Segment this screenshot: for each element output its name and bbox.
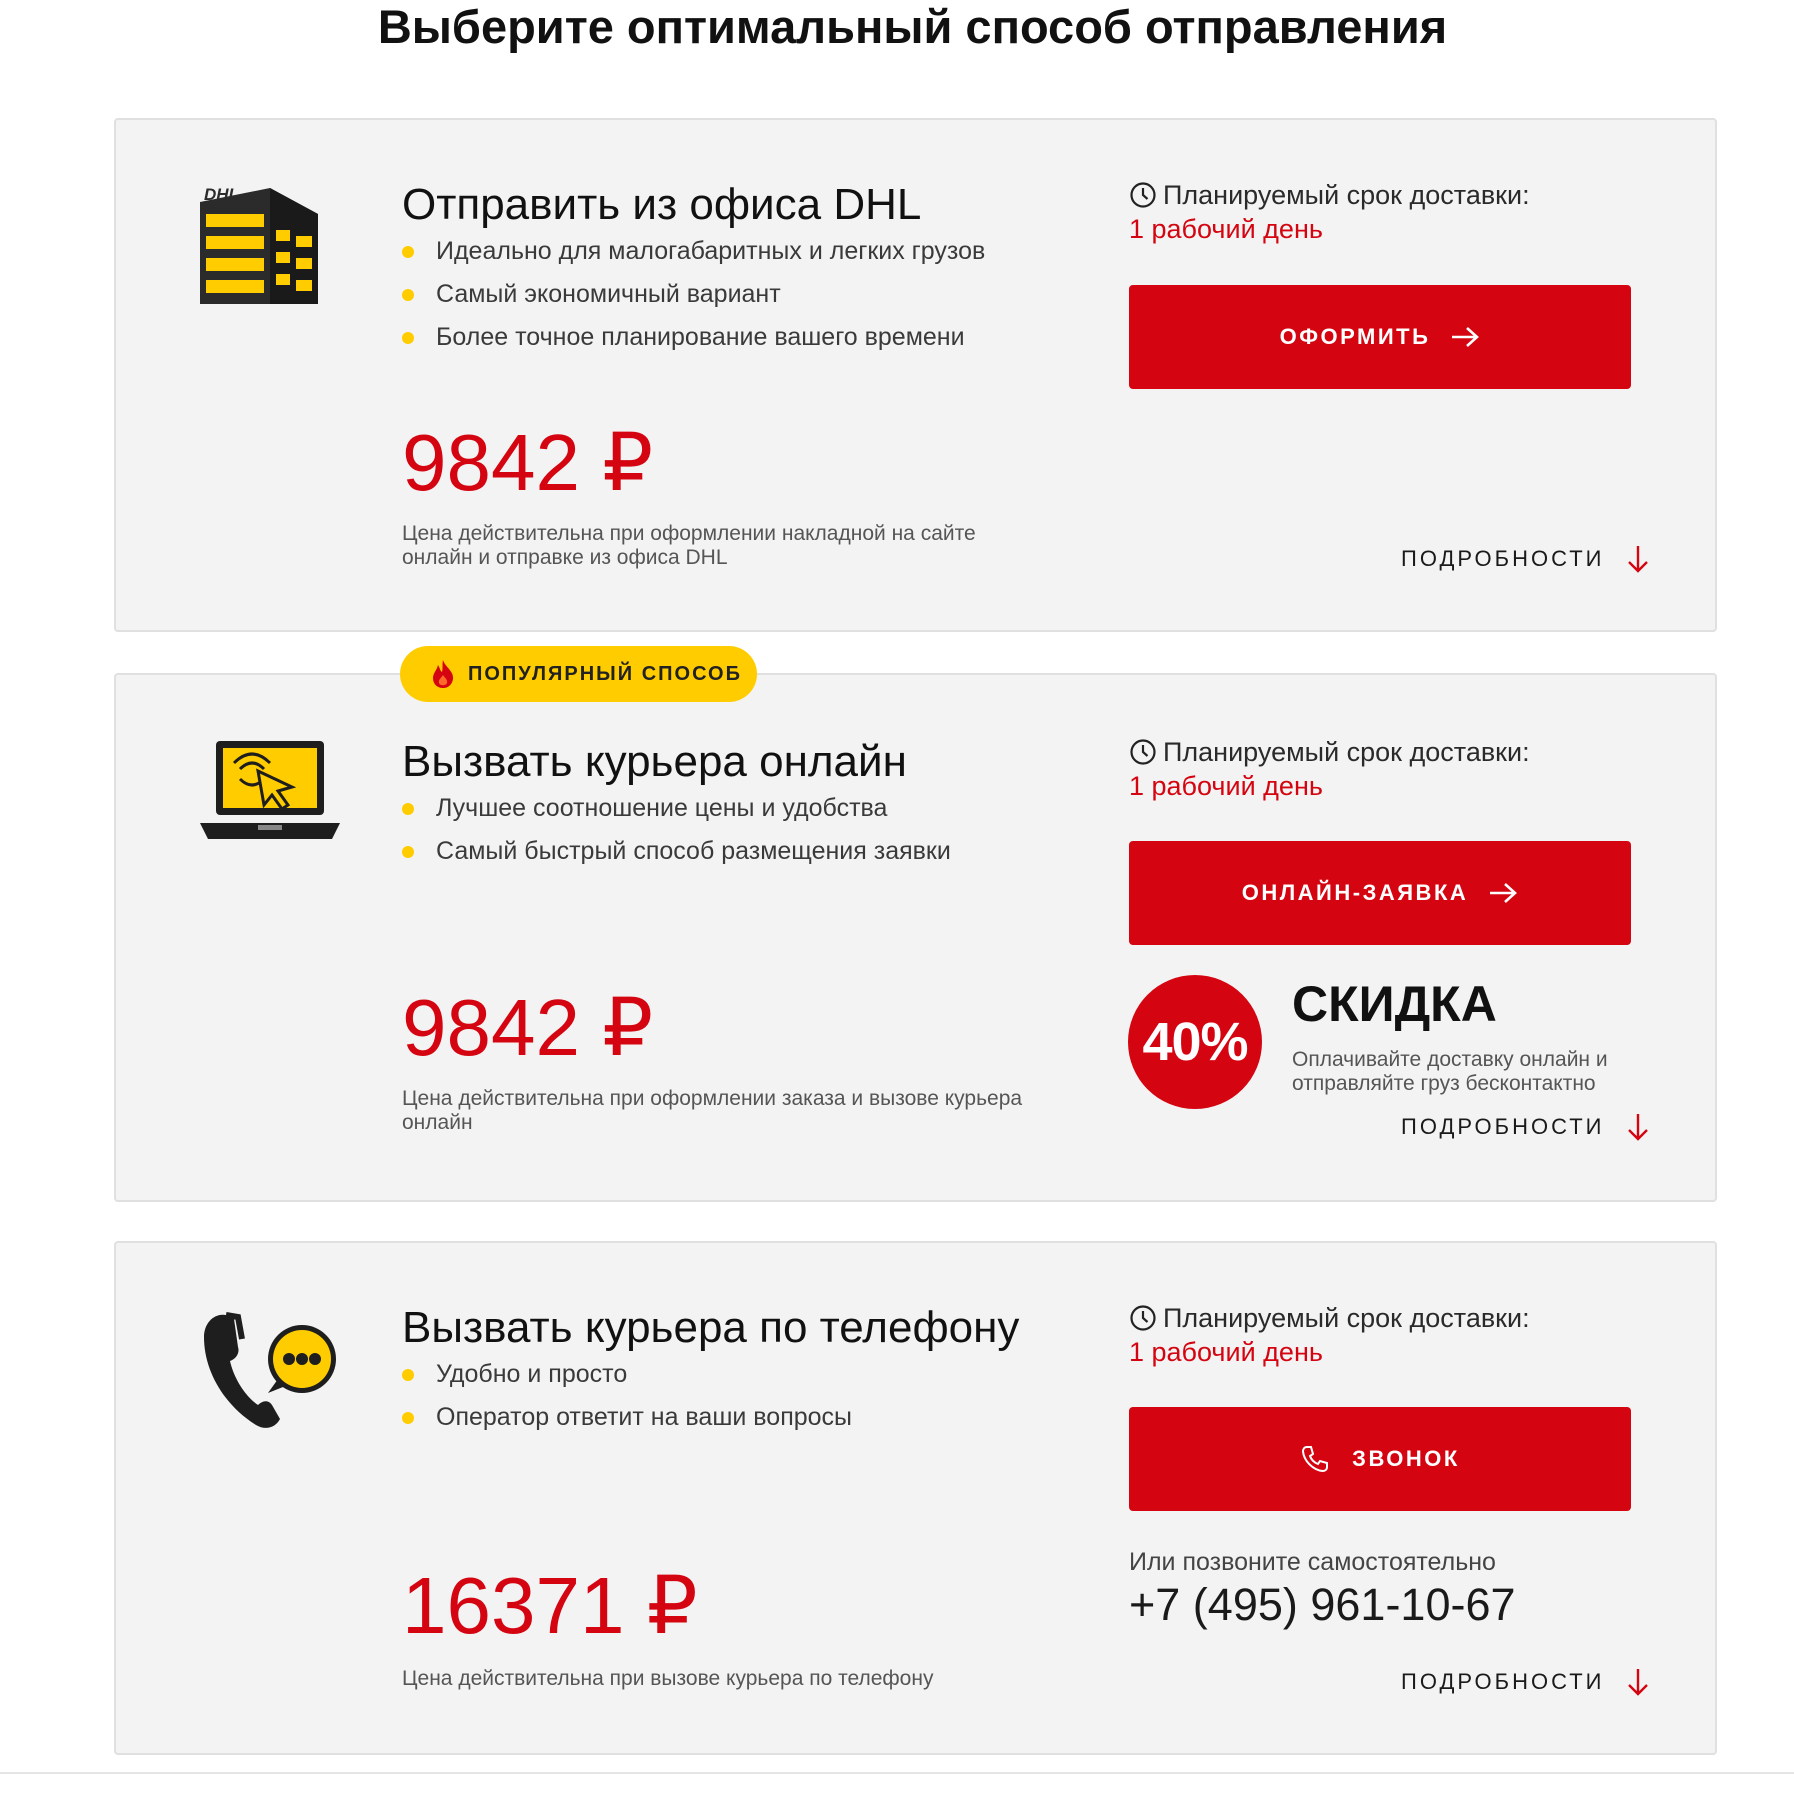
shipping-option-online [114, 673, 1717, 1202]
price-note: Цена действительна при вызове курьера по телефону [402, 1667, 934, 1690]
delivery-time-label: Планируемый срок доставки: [1129, 1301, 1530, 1335]
clock-icon [1129, 738, 1157, 766]
svg-text:DHL: DHL [204, 185, 239, 204]
feature-list [402, 1353, 852, 1439]
feature-item: Удобно и просто [402, 1353, 852, 1396]
bullet-icon [402, 332, 414, 344]
online-request-button[interactable]: ОНЛАЙН-ЗАЯВКА [1129, 841, 1631, 945]
price-note: Цена действительна при оформлении накладной на сайте онлайн и отправке из офиса DHL [402, 522, 976, 569]
details-link[interactable]: ПОДРОБНОСТИ [1401, 544, 1649, 574]
shipping-option-phone [114, 1241, 1717, 1755]
delivery-time-value: 1 рабочий день [1129, 1337, 1323, 1367]
discount-text: Оплачивайте доставку онлайн и отправляйте груз бесконтактно [1292, 1048, 1608, 1095]
call-button[interactable]: ЗВОНОК [1129, 1407, 1631, 1511]
card-title: Отправить из офиса DHL [402, 180, 922, 229]
clock-icon [1129, 181, 1157, 209]
price: 16371 ₽ [402, 1561, 698, 1650]
dhl-office-building-icon [200, 180, 318, 313]
arrow-right-icon [1450, 325, 1480, 349]
details-link[interactable]: ПОДРОБНОСТИ [1401, 1667, 1649, 1697]
arrow-down-icon [1627, 1667, 1649, 1697]
call-self-label: Или позвоните самостоятельно [1129, 1548, 1496, 1576]
feature-item: Более точное планирование вашего времени [402, 316, 985, 359]
discount-title: СКИДКА [1292, 976, 1497, 1032]
delivery-time-value: 1 рабочий день [1129, 214, 1323, 244]
feature-list [402, 787, 951, 873]
clock-icon [1129, 1304, 1157, 1332]
delivery-time-label: Планируемый срок доставки: [1129, 735, 1530, 769]
arrow-down-icon [1627, 1112, 1649, 1142]
feature-item: Самый экономичный вариант [402, 273, 985, 316]
price: 9842 ₽ [402, 418, 654, 507]
price-note: Цена действительна при оформлении заказа и вызове курьера онлайн [402, 1087, 1023, 1134]
shipping-option-office [114, 118, 1717, 632]
bullet-icon [402, 803, 414, 815]
popular-badge: ПОПУЛЯРНЫЙ СПОСОБ [400, 646, 757, 702]
bullet-icon [402, 1412, 414, 1424]
phone-icon [1300, 1444, 1330, 1474]
delivery-time-value: 1 рабочий день [1129, 771, 1323, 801]
bullet-icon [402, 1369, 414, 1381]
discount-badge: 40% [1128, 975, 1262, 1109]
place-order-button[interactable]: ОФОРМИТЬ [1129, 285, 1631, 389]
bullet-icon [402, 289, 414, 301]
arrow-down-icon [1627, 544, 1649, 574]
phone-number[interactable]: +7 (495) 961-10-67 [1129, 1579, 1516, 1630]
fire-icon [430, 659, 456, 689]
phone-chat-icon [200, 1309, 340, 1438]
delivery-time-label: Планируемый срок доставки: [1129, 178, 1530, 212]
feature-item: Лучшее соотношение цены и удобства [402, 787, 951, 830]
details-link[interactable]: ПОДРОБНОСТИ [1401, 1112, 1649, 1142]
feature-item: Идеально для малогабаритных и легких грузов [402, 230, 985, 273]
price: 9842 ₽ [402, 983, 654, 1072]
feature-item: Самый быстрый способ размещения заявки [402, 830, 951, 873]
bullet-icon [402, 246, 414, 258]
divider [0, 1772, 1794, 1774]
arrow-right-icon [1488, 881, 1518, 905]
card-title: Вызвать курьера онлайн [402, 737, 907, 786]
bullet-icon [402, 846, 414, 858]
card-title: Вызвать курьера по телефону [402, 1303, 1020, 1352]
laptop-click-icon [200, 739, 340, 848]
feature-item: Оператор ответит на ваши вопросы [402, 1396, 852, 1439]
feature-list [402, 230, 985, 359]
page-title: Выберите оптимальный способ отправления [377, 0, 1448, 53]
